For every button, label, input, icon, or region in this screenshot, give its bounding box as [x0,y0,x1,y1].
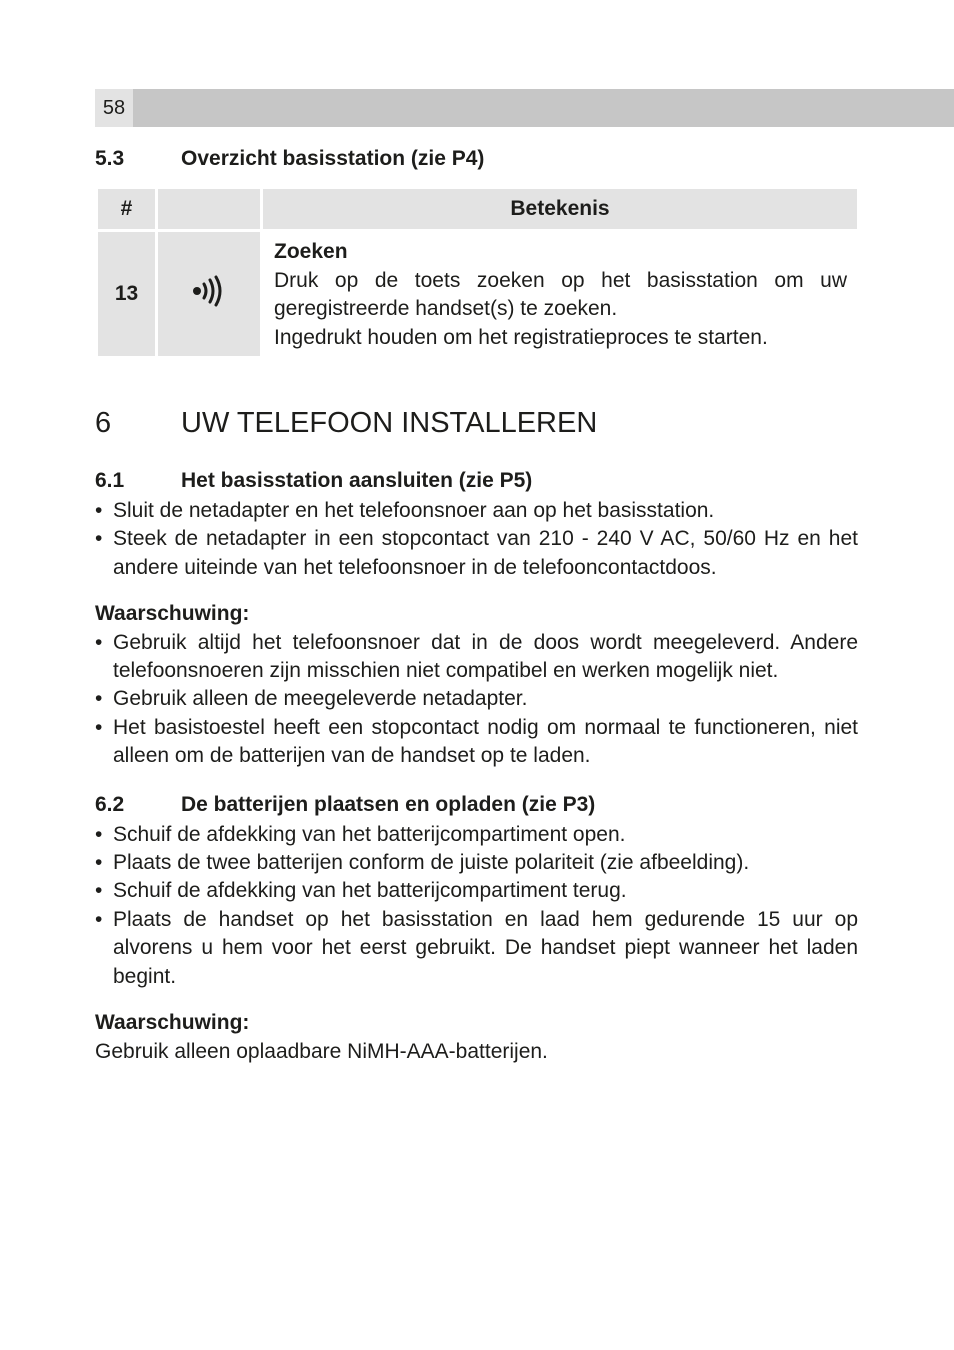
row-icon-cell [158,232,260,356]
chapter-title: UW TELEFOON INSTALLEREN [181,407,598,439]
list-item: • Steek de netadapter in een stopcontact van 210 - 240 V AC, 50/60 Hz en het andere uiteinde van het telefoonsnoer in de telefooncontactdoos. [95,525,858,582]
chapter-number: 6 [95,407,112,439]
col-header-meaning: Betekenis [263,189,857,229]
section-heading-6-2 [95,789,858,821]
list-item: • Schuif de afdekking van het batterijcompartiment terug. [95,877,858,905]
warning-label: Waarschuwing: [95,602,250,626]
table-header-row [98,189,857,229]
section-number: 5.3 [95,147,125,170]
base-station-overview-table [95,186,860,359]
list-item: • Sluit de netadapter en het telefoonsnoer aan op het basisstation. [95,497,858,525]
section-number: 6.1 [95,469,125,492]
page-content [95,143,858,1066]
row-text-2: Ingedrukt houden om het registratieproces te starten. [274,325,768,349]
page-header-bar [95,89,954,127]
section-title: Het basisstation aansluiten (zie P5) [181,469,533,492]
warning-label: Waarschuwing: [95,1011,250,1035]
list-item: • Plaats de twee batterijen conform de juiste polariteit (zie afbeelding). [95,849,858,877]
section-number: 6.2 [95,792,125,816]
warning-text: Gebruik alleen oplaadbare NiMH-AAA-batterijen. [95,1039,548,1063]
list-item: • Het basistoestel heeft een stopcontact nodig om normaal te functioneren, niet alleen om de batterijen van de handset op te laden. [95,714,858,771]
section-heading-5-3 [95,143,858,175]
section-heading-6-1 [95,465,858,497]
list-item: • Schuif de afdekking van het batterijcompartiment open. [95,821,858,849]
section-6-1-list [95,497,858,582]
col-header-icon [158,189,260,229]
row-description [263,232,857,356]
row-text-1: Druk op de toets zoeken op het basisstation om uw geregistreerde handset(s) te zoeken. [274,268,847,320]
section-6-2-list [95,821,858,991]
list-item: • Gebruik altijd het telefoonsnoer dat in de doos wordt meegeleverd. Andere telefoonsnoeren zijn misschien niet compatibel en werken mogelijk niet. [95,629,858,686]
warning-list-6-1 [95,629,858,771]
paging-signal-icon [191,275,227,307]
page-number: 58 [95,89,133,127]
row-number: 13 [98,232,155,356]
chapter-heading-6 [95,403,858,443]
col-header-number: # [98,189,155,229]
section-title: De batterijen plaatsen en opladen (zie P3) [181,792,596,816]
list-item: • Gebruik alleen de meegeleverde netadapter. [95,685,858,713]
table-row [98,232,857,356]
list-item: • Plaats de handset op het basisstation en laad hem gedurende 15 uur op alvorens u hem voor het eerst gebruikt. De handset piept wanneer het laden begint. [95,906,858,991]
section-title: Overzicht basisstation (zie P4) [181,147,485,170]
row-title: Zoeken [274,240,348,263]
